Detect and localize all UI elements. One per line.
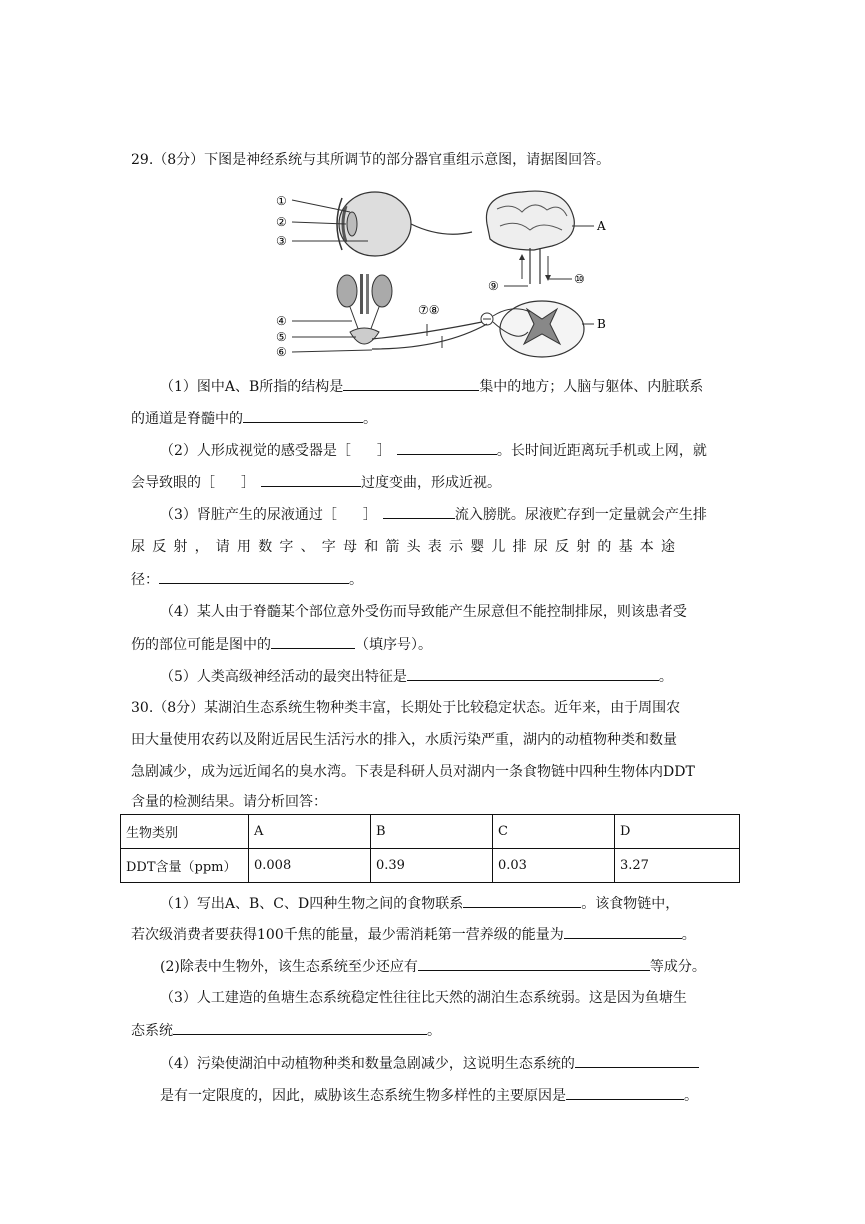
q30-intro-line2: 田大量使用农药以及附近居民生活污水的排入，水质污染严重，湖内的动植物种类和数量 bbox=[131, 732, 677, 748]
figure-label-6: ⑥ bbox=[276, 345, 287, 359]
table-cell: B bbox=[371, 815, 493, 849]
answer-blank[interactable] bbox=[418, 956, 650, 971]
figure-label-a: A bbox=[597, 219, 606, 233]
q30-intro-line3: 急剧减少，成为远近闻名的臭水湾。下表是科研人员对湖内一条食物链中四种生物体内DDT bbox=[131, 764, 695, 780]
figure-label-2: ② bbox=[276, 215, 287, 229]
brain-icon bbox=[486, 191, 594, 284]
answer-blank[interactable] bbox=[261, 472, 361, 487]
q30-part4-line1: （4）污染使湖泊中动植物种类和数量急剧减少，这说明生态系统的 bbox=[160, 1053, 699, 1074]
q30-intro-line4: 含量的检测结果。请分析回答： bbox=[131, 794, 327, 810]
table-row bbox=[121, 849, 740, 883]
q30-part1-line2: 若次级消费者要获得100千焦的能量，最少需消耗第一营养级的能量为 。 bbox=[131, 924, 696, 945]
answer-blank[interactable] bbox=[575, 1053, 699, 1068]
table-cell: A bbox=[249, 815, 371, 849]
spinal-cord-icon bbox=[481, 301, 594, 357]
answer-blank[interactable] bbox=[566, 1085, 684, 1100]
answer-blank[interactable] bbox=[564, 924, 682, 939]
figure-label-10: ⑩ bbox=[574, 272, 585, 286]
q29-part1-line2: 的通道是脊髓中的 。 bbox=[131, 408, 377, 429]
q29-part2-line1: （2）人形成视觉的感受器是［ ］ 。长时间近距离玩手机或上网，就 bbox=[160, 440, 707, 461]
table-cell: 0.008 bbox=[249, 849, 371, 883]
ddt-table bbox=[120, 814, 740, 883]
q29-part2-line2: 会导致眼的［ ］ 过度变曲，形成近视。 bbox=[131, 472, 501, 493]
answer-blank[interactable] bbox=[397, 440, 497, 455]
q30-intro-line1: 30.（8分）某湖泊生态系统生物种类丰富，长期处于比较稳定状态。近年来，由于周围农 bbox=[131, 700, 681, 716]
figure-label-4: ④ bbox=[276, 314, 287, 328]
q30-part2: (2)除表中生物外，该生态系统至少还应有 等成分。 bbox=[160, 956, 706, 977]
table-header-row bbox=[121, 815, 740, 849]
answer-blank[interactable] bbox=[383, 504, 455, 519]
table-cell: D bbox=[615, 815, 740, 849]
q29-part1-line1: （1）图中A、B所指的结构是 集中的地方；人脑与躯体、内脏联系 bbox=[160, 376, 703, 397]
answer-blank[interactable] bbox=[271, 634, 355, 649]
table-cell: C bbox=[493, 815, 615, 849]
q29-title: 29.（8分）下图是神经系统与其所调节的部分器官重组示意图，请据图回答。 bbox=[131, 152, 611, 168]
figure-label-1: ① bbox=[276, 194, 287, 208]
table-cell: DDT含量（ppm） bbox=[121, 849, 249, 883]
q29-part3-line2: 尿反射，请用数字、字母和箭头表示婴儿排尿反射的基本途 bbox=[131, 539, 683, 555]
table-cell: 0.39 bbox=[371, 849, 493, 883]
answer-blank[interactable] bbox=[407, 666, 659, 681]
table-cell: 3.27 bbox=[615, 849, 740, 883]
figure-label-5: ⑤ bbox=[276, 330, 287, 344]
q29-part3-line1: （3）肾脏产生的尿液通过［ ］ 流入膀胱。尿液贮存到一定量就会产生排 bbox=[160, 504, 707, 525]
q30-part3-line1: （3）人工建造的鱼塘生态系统稳定性往往比天然的湖泊生态系统弱。这是因为鱼塘生 bbox=[160, 990, 687, 1006]
answer-blank[interactable] bbox=[343, 376, 479, 391]
kidney-bladder-icon bbox=[337, 274, 487, 349]
eye-icon bbox=[337, 192, 472, 256]
figure-label-3: ③ bbox=[276, 234, 287, 248]
table-cell: 生物类别 bbox=[121, 815, 249, 849]
q30-part3-line2: 态系统 。 bbox=[131, 1020, 441, 1041]
q29-part5: （5）人类高级神经活动的最突出特征是 。 bbox=[160, 666, 673, 687]
q29-part3-line3: 径： 。 bbox=[131, 569, 363, 590]
answer-blank[interactable] bbox=[463, 893, 581, 908]
q29-part4-line1: （4）某人由于脊髓某个部位意外受伤而导致能产生尿意但不能控制排尿，则该患者受 bbox=[160, 604, 687, 620]
figure-label-b: B bbox=[597, 317, 606, 331]
table-cell: 0.03 bbox=[493, 849, 615, 883]
nervous-system-figure bbox=[272, 184, 612, 362]
figure-label-9: ⑨ bbox=[488, 279, 499, 293]
figure-label-78: ⑦⑧ bbox=[418, 303, 440, 317]
answer-blank[interactable] bbox=[243, 408, 363, 423]
q30-part1-line1: （1）写出A、B、C、D四种生物之间的食物联系 。该食物链中， bbox=[160, 893, 679, 914]
answer-blank[interactable] bbox=[173, 1020, 427, 1035]
answer-blank[interactable] bbox=[159, 569, 349, 584]
q30-part4-line2: 是有一定限度的，因此，威胁该生态系统生物多样性的主要原因是 。 bbox=[160, 1085, 698, 1106]
q29-part4-line2: 伤的部位可能是图中的 （填序号）。 bbox=[131, 634, 432, 655]
